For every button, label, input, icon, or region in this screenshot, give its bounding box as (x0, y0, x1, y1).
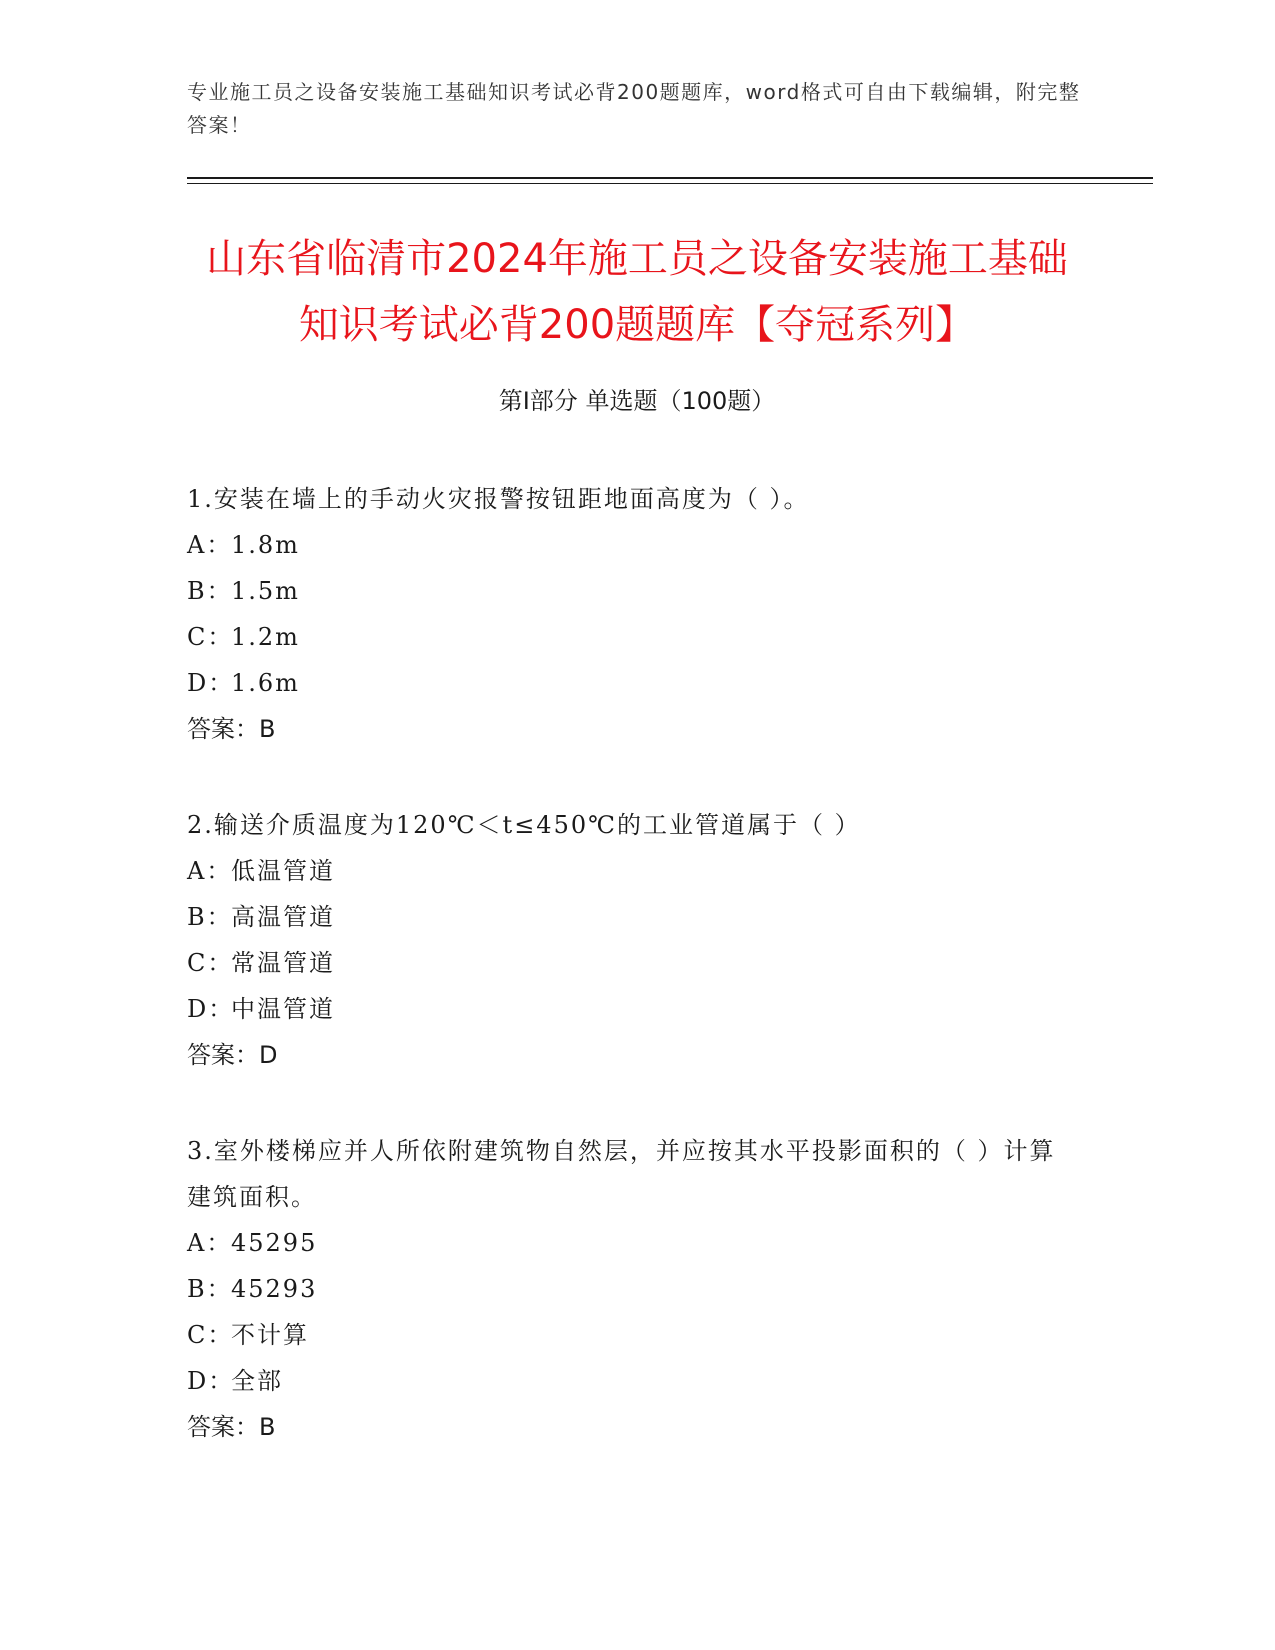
header-divider-thin (187, 183, 1153, 184)
option-key: D： (187, 669, 235, 697)
option-text: 1.8m (231, 531, 300, 559)
option-text: 低温管道 (231, 857, 335, 885)
option-text: 中温管道 (231, 995, 335, 1023)
question-stem: 3.室外楼梯应并人所依附建筑物自然层，并应按其水平投影面积的（ ）计算建筑面积。 (187, 1137, 1056, 1211)
option-key: C： (187, 949, 234, 977)
option-text: 1.6m (231, 669, 300, 697)
option-d (187, 660, 1067, 706)
option-a (187, 1220, 1067, 1266)
option-key: A： (187, 531, 233, 559)
option-c (187, 614, 1067, 660)
option-d (187, 1358, 1067, 1404)
option-b (187, 1266, 1067, 1312)
option-a (187, 522, 1067, 568)
answer: 答案：B (187, 1413, 276, 1441)
option-key: C： (187, 623, 234, 651)
option-text: 不计算 (231, 1321, 309, 1349)
option-a (187, 848, 1067, 894)
question-stem: 1.安装在墙上的手动火灾报警按钮距地面高度为（ ）。 (187, 485, 810, 513)
option-key: D： (187, 995, 235, 1023)
header-divider-thick (187, 177, 1153, 179)
option-text: 全部 (231, 1367, 283, 1395)
question-3 (187, 1128, 1067, 1450)
option-key: A： (187, 857, 233, 885)
option-d (187, 986, 1067, 1032)
question-2 (187, 802, 1067, 1078)
option-text: 高温管道 (231, 903, 335, 931)
option-key: C： (187, 1321, 234, 1349)
option-c (187, 1312, 1067, 1358)
question-stem: 2.输送介质温度为120℃＜t≤450℃的工业管道属于（ ） (187, 811, 861, 839)
option-text: 1.5m (231, 577, 300, 605)
option-b (187, 894, 1067, 940)
answer: 答案：B (187, 715, 276, 743)
option-key: B： (187, 1275, 233, 1303)
header-note: 专业施工员之设备安装施工基础知识考试必背200题题库，word格式可自由下载编辑，附完整答案！ (187, 80, 1081, 137)
option-c (187, 940, 1067, 986)
option-text: 1.2m (231, 623, 300, 651)
option-key: B： (187, 903, 233, 931)
option-text: 45295 (231, 1229, 318, 1257)
option-key: B： (187, 577, 233, 605)
option-text: 常温管道 (231, 949, 335, 977)
option-text: 45293 (231, 1275, 318, 1303)
question-1 (187, 476, 1067, 752)
section-title: 第I部分 单选题（100题） (498, 387, 776, 415)
option-key: A： (187, 1229, 233, 1257)
question-list (187, 476, 1067, 1500)
option-key: D： (187, 1367, 235, 1395)
answer: 答案：D (187, 1041, 278, 1069)
option-b (187, 568, 1067, 614)
document-title: 山东省临清市2024年施工员之设备安装施工基础知识考试必背200题题库【夺冠系列】 (206, 236, 1068, 348)
